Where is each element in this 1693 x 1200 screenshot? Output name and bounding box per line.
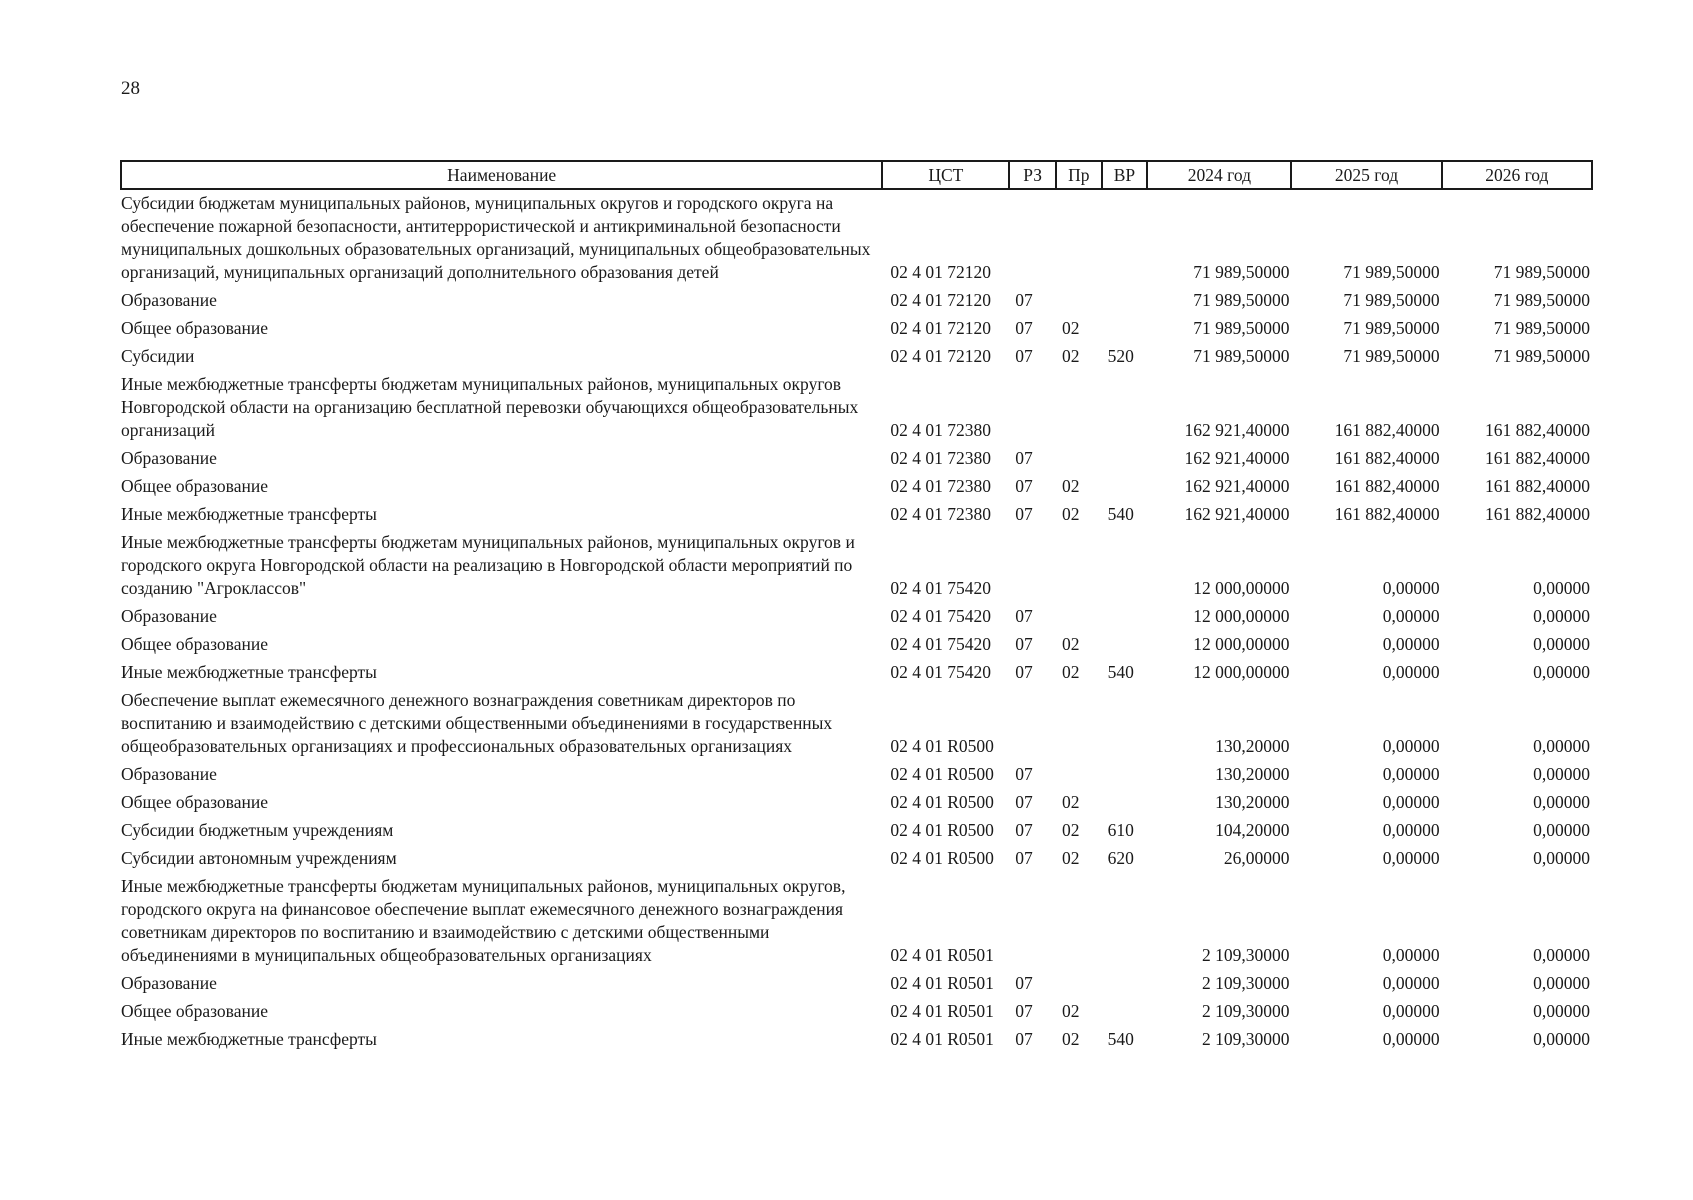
table-row xyxy=(121,817,1592,845)
row-2024: 71 989,50000 xyxy=(1193,262,1290,282)
row-2026: 0,00000 xyxy=(1533,578,1590,598)
row-vr xyxy=(1102,687,1148,761)
row-2024: 162 921,40000 xyxy=(1184,504,1290,524)
row-cst: 02 4 01 R0501 xyxy=(890,1029,994,1049)
row-cst: 02 4 01 75420 xyxy=(890,634,991,654)
row-2026: 0,00000 xyxy=(1533,736,1590,756)
row-name: Образование xyxy=(121,764,217,784)
table-row xyxy=(121,687,1592,761)
header-2024: 2024 год xyxy=(1147,161,1291,189)
row-2025: 0,00000 xyxy=(1382,736,1440,756)
row-rz: 07 xyxy=(1015,606,1033,626)
row-name: Субсидии xyxy=(121,346,195,366)
row-2025: 71 989,50000 xyxy=(1343,318,1440,338)
row-rz: 07 xyxy=(1015,504,1033,524)
row-2025: 161 882,40000 xyxy=(1334,448,1440,468)
row-vr xyxy=(1102,873,1148,970)
row-2026: 71 989,50000 xyxy=(1493,262,1590,282)
row-cst: 02 4 01 R0500 xyxy=(890,792,994,812)
row-rz xyxy=(1009,371,1056,445)
row-pr xyxy=(1056,287,1102,315)
row-2024: 12 000,00000 xyxy=(1193,634,1290,654)
row-2025: 161 882,40000 xyxy=(1334,504,1440,524)
row-vr xyxy=(1102,189,1148,287)
table-row xyxy=(121,529,1592,603)
row-vr: 520 xyxy=(1107,346,1134,366)
row-name: Образование xyxy=(121,606,217,626)
row-2024: 130,20000 xyxy=(1215,736,1290,756)
row-cst: 02 4 01 R0501 xyxy=(890,973,994,993)
row-name: Образование xyxy=(121,448,217,468)
row-name: Общее образование xyxy=(121,318,268,338)
row-2026: 0,00000 xyxy=(1533,973,1590,993)
row-cst: 02 4 01 R0500 xyxy=(890,736,994,756)
row-cst: 02 4 01 75420 xyxy=(890,662,991,682)
row-name: Субсидии бюджетным учреждениям xyxy=(121,820,394,840)
row-cst: 02 4 01 75420 xyxy=(890,578,991,598)
row-vr xyxy=(1102,315,1148,343)
row-2026: 161 882,40000 xyxy=(1485,504,1590,524)
row-vr: 540 xyxy=(1107,504,1134,524)
row-2026: 0,00000 xyxy=(1533,945,1590,965)
row-vr xyxy=(1102,529,1148,603)
row-2024: 162 921,40000 xyxy=(1184,476,1290,496)
row-name: Общее образование xyxy=(121,1001,268,1021)
header-name: Наименование xyxy=(121,161,882,189)
row-2026: 71 989,50000 xyxy=(1493,318,1590,338)
table-row xyxy=(121,873,1592,970)
row-2026: 0,00000 xyxy=(1533,662,1590,682)
row-cst: 02 4 01 72380 xyxy=(890,420,991,440)
table-row xyxy=(121,371,1592,445)
row-2025: 0,00000 xyxy=(1382,820,1440,840)
table-row xyxy=(121,845,1592,873)
row-cst: 02 4 01 R0500 xyxy=(890,848,994,868)
row-pr xyxy=(1056,970,1102,998)
row-rz: 07 xyxy=(1015,973,1033,993)
row-pr: 02 xyxy=(1061,662,1080,682)
row-2024: 104,20000 xyxy=(1215,820,1290,840)
row-2026: 0,00000 xyxy=(1533,792,1590,812)
row-pr xyxy=(1056,603,1102,631)
row-2026: 0,00000 xyxy=(1533,606,1590,626)
row-cst: 02 4 01 72120 xyxy=(890,346,991,366)
row-pr xyxy=(1056,445,1102,473)
row-2026: 0,00000 xyxy=(1533,1001,1590,1021)
row-name: Общее образование xyxy=(121,792,268,812)
table-body xyxy=(121,189,1592,1054)
row-name: Иные межбюджетные трансферты бюджетам муниципальных районов, муниципальных округов Новгородской области на организацию бесплатной перевозки обучающихся общеобразовательных организаций xyxy=(121,374,859,440)
row-2024: 130,20000 xyxy=(1215,792,1290,812)
table-row xyxy=(121,315,1592,343)
row-cst: 02 4 01 72120 xyxy=(890,290,991,310)
row-2026: 71 989,50000 xyxy=(1493,346,1590,366)
row-2025: 0,00000 xyxy=(1382,848,1440,868)
table-row xyxy=(121,789,1592,817)
table-row xyxy=(121,970,1592,998)
row-rz: 07 xyxy=(1015,820,1033,840)
row-2024: 2 109,30000 xyxy=(1201,1001,1290,1021)
header-rz: РЗ xyxy=(1009,161,1056,189)
table-row xyxy=(121,631,1592,659)
header-2025: 2025 год xyxy=(1291,161,1441,189)
row-name: Общее образование xyxy=(121,634,268,654)
row-cst: 02 4 01 R0501 xyxy=(890,945,994,965)
row-vr xyxy=(1102,789,1148,817)
row-cst: 02 4 01 72380 xyxy=(890,448,991,468)
row-2024: 12 000,00000 xyxy=(1193,606,1290,626)
row-vr: 540 xyxy=(1107,662,1134,682)
budget-table xyxy=(120,160,1593,1054)
row-name: Субсидии бюджетам муниципальных районов, муниципальных округов и городского округа на обеспечение пожарной безопасности, антитеррористической и антикриминальной безопасности муниципальных дошкольных образовательных организаций, муниципальных общеобразовательных организаций, муниципальных организаций дополнительного образования детей xyxy=(121,193,871,282)
row-name: Образование xyxy=(121,973,217,993)
row-2026: 0,00000 xyxy=(1533,634,1590,654)
row-pr: 02 xyxy=(1061,1001,1080,1021)
row-2026: 71 989,50000 xyxy=(1493,290,1590,310)
row-2026: 0,00000 xyxy=(1533,1029,1590,1049)
header-cst: ЦСТ xyxy=(882,161,1009,189)
table-row xyxy=(121,603,1592,631)
row-2025: 0,00000 xyxy=(1382,578,1440,598)
row-rz: 07 xyxy=(1015,318,1033,338)
row-rz: 07 xyxy=(1015,764,1033,784)
table-row xyxy=(121,189,1592,287)
row-rz: 07 xyxy=(1015,1001,1033,1021)
row-name: Обеспечение выплат ежемесячного денежного вознаграждения советникам директоров по воспитанию и взаимодействию с детскими общественными объединениями в государственных общеобразовательных организациях и профессиональных образовательных организациях xyxy=(121,690,833,756)
table-header-row xyxy=(121,161,1592,189)
row-name: Иные межбюджетные трансферты бюджетам муниципальных районов, муниципальных округов, городского округа на финансовое обеспечение выплат ежемесячного денежного вознаграждения советникам директоров по воспитанию и взаимодействию с детскими общественными объединениями в муниципальных общеобразовательных организациях xyxy=(121,876,846,965)
row-cst: 02 4 01 72120 xyxy=(890,262,991,282)
row-rz xyxy=(1009,529,1056,603)
row-cst: 02 4 01 R0500 xyxy=(890,820,994,840)
row-cst: 02 4 01 R0501 xyxy=(890,1001,994,1021)
row-2024: 26,00000 xyxy=(1223,848,1290,868)
row-2024: 130,20000 xyxy=(1215,764,1290,784)
row-pr: 02 xyxy=(1061,1029,1080,1049)
row-2025: 71 989,50000 xyxy=(1343,290,1440,310)
row-2024: 71 989,50000 xyxy=(1193,346,1290,366)
row-name: Субсидии автономным учреждениям xyxy=(121,848,397,868)
row-cst: 02 4 01 75420 xyxy=(890,606,991,626)
row-rz: 07 xyxy=(1015,1029,1033,1049)
header-2026: 2026 год xyxy=(1442,161,1592,189)
row-2025: 0,00000 xyxy=(1382,973,1440,993)
header-pr: Пр xyxy=(1056,161,1102,189)
row-2024: 162 921,40000 xyxy=(1184,448,1290,468)
table-row xyxy=(121,501,1592,529)
row-rz: 07 xyxy=(1015,634,1033,654)
row-rz: 07 xyxy=(1015,448,1033,468)
row-2026: 0,00000 xyxy=(1533,848,1590,868)
row-2025: 0,00000 xyxy=(1382,606,1440,626)
row-2025: 71 989,50000 xyxy=(1343,346,1440,366)
row-rz xyxy=(1009,687,1056,761)
row-name: Общее образование xyxy=(121,476,268,496)
row-pr xyxy=(1056,761,1102,789)
row-pr: 02 xyxy=(1061,318,1080,338)
row-vr xyxy=(1102,761,1148,789)
row-vr xyxy=(1102,445,1148,473)
table-row xyxy=(121,761,1592,789)
row-2026: 161 882,40000 xyxy=(1485,476,1590,496)
table-row xyxy=(121,659,1592,687)
row-2025: 0,00000 xyxy=(1382,662,1440,682)
row-cst: 02 4 01 R0500 xyxy=(890,764,994,784)
row-pr: 02 xyxy=(1061,346,1080,366)
row-name: Иные межбюджетные трансферты xyxy=(121,504,377,524)
row-rz: 07 xyxy=(1015,290,1033,310)
row-2025: 0,00000 xyxy=(1382,1029,1440,1049)
row-pr: 02 xyxy=(1061,504,1080,524)
row-vr: 620 xyxy=(1107,848,1134,868)
row-vr xyxy=(1102,631,1148,659)
table-row xyxy=(121,1026,1592,1054)
row-pr: 02 xyxy=(1061,820,1080,840)
row-2025: 0,00000 xyxy=(1382,764,1440,784)
row-rz xyxy=(1009,873,1056,970)
header-vr: ВР xyxy=(1102,161,1148,189)
row-pr xyxy=(1056,873,1102,970)
table-row xyxy=(121,998,1592,1026)
table-row xyxy=(121,287,1592,315)
row-2024: 71 989,50000 xyxy=(1193,318,1290,338)
row-pr xyxy=(1056,189,1102,287)
row-vr xyxy=(1102,603,1148,631)
row-2026: 161 882,40000 xyxy=(1485,448,1590,468)
row-cst: 02 4 01 72380 xyxy=(890,504,991,524)
row-pr xyxy=(1056,529,1102,603)
row-cst: 02 4 01 72380 xyxy=(890,476,991,496)
row-name: Иные межбюджетные трансферты бюджетам муниципальных районов, муниципальных округов и городского округа Новгородской области на реализацию в Новгородской области мероприятий по созданию "Агроклассов" xyxy=(121,532,855,598)
table-row xyxy=(121,473,1592,501)
row-rz: 07 xyxy=(1015,662,1033,682)
row-2024: 162 921,40000 xyxy=(1184,420,1290,440)
row-rz xyxy=(1009,189,1056,287)
row-2026: 161 882,40000 xyxy=(1485,420,1590,440)
table-row xyxy=(121,343,1592,371)
row-vr xyxy=(1102,287,1148,315)
row-2024: 2 109,30000 xyxy=(1201,945,1290,965)
row-vr xyxy=(1102,970,1148,998)
row-pr: 02 xyxy=(1061,848,1080,868)
row-rz: 07 xyxy=(1015,848,1033,868)
row-2024: 2 109,30000 xyxy=(1201,973,1290,993)
row-pr xyxy=(1056,371,1102,445)
row-name: Образование xyxy=(121,290,217,310)
row-name: Иные межбюджетные трансферты xyxy=(121,662,377,682)
row-pr: 02 xyxy=(1061,792,1080,812)
row-2024: 71 989,50000 xyxy=(1193,290,1290,310)
page-number: 28 xyxy=(121,78,140,99)
row-pr: 02 xyxy=(1061,634,1080,654)
row-2024: 2 109,30000 xyxy=(1201,1029,1290,1049)
row-2024: 12 000,00000 xyxy=(1193,578,1290,598)
row-vr xyxy=(1102,998,1148,1026)
row-name: Иные межбюджетные трансферты xyxy=(121,1029,377,1049)
row-pr: 02 xyxy=(1061,476,1080,496)
table-row xyxy=(121,445,1592,473)
row-2025: 71 989,50000 xyxy=(1343,262,1440,282)
row-2025: 0,00000 xyxy=(1382,792,1440,812)
row-rz: 07 xyxy=(1015,792,1033,812)
row-2025: 0,00000 xyxy=(1382,945,1440,965)
row-2025: 0,00000 xyxy=(1382,634,1440,654)
row-2026: 0,00000 xyxy=(1533,764,1590,784)
row-2025: 161 882,40000 xyxy=(1334,420,1440,440)
row-2024: 12 000,00000 xyxy=(1193,662,1290,682)
row-vr: 610 xyxy=(1107,820,1134,840)
row-2026: 0,00000 xyxy=(1533,820,1590,840)
row-rz: 07 xyxy=(1015,476,1033,496)
row-2025: 161 882,40000 xyxy=(1334,476,1440,496)
row-cst: 02 4 01 72120 xyxy=(890,318,991,338)
row-vr: 540 xyxy=(1107,1029,1134,1049)
row-vr xyxy=(1102,371,1148,445)
row-pr xyxy=(1056,687,1102,761)
row-vr xyxy=(1102,473,1148,501)
row-rz: 07 xyxy=(1015,346,1033,366)
row-2025: 0,00000 xyxy=(1382,1001,1440,1021)
